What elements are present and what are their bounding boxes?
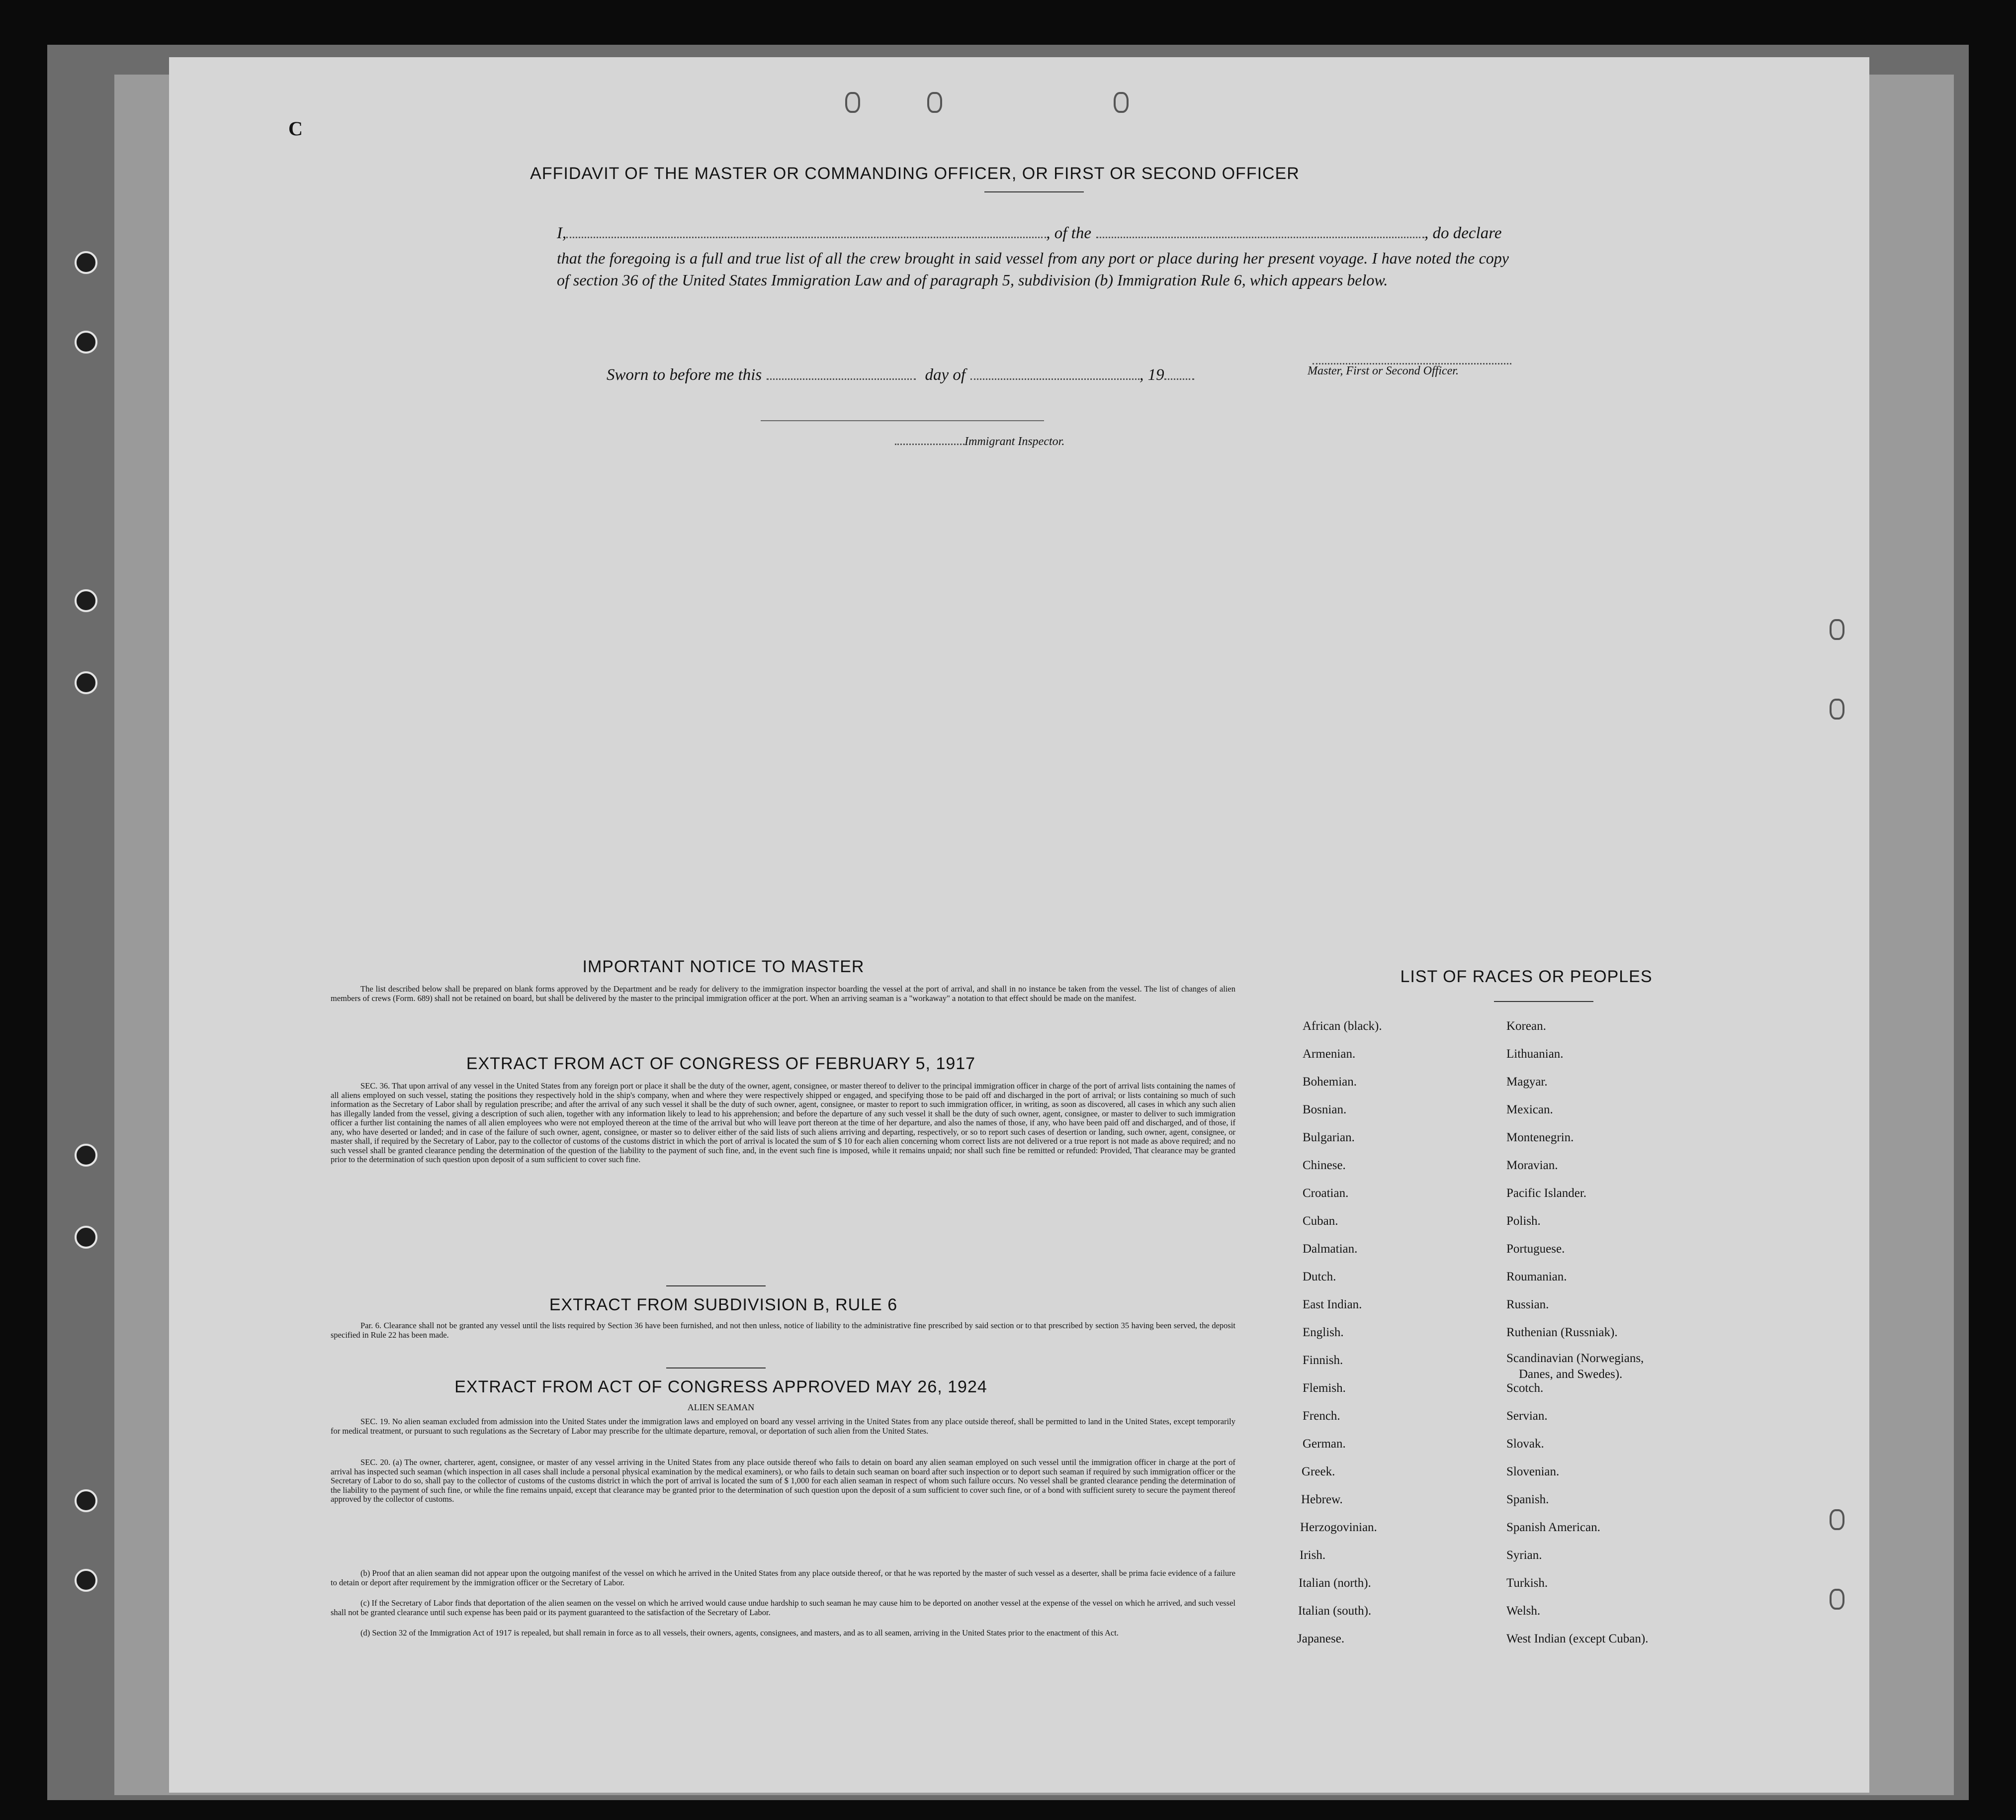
punch-hole bbox=[1114, 92, 1129, 113]
race-item: Lithuanian. bbox=[1506, 1047, 1564, 1061]
affidavit-title: AFFIDAVIT OF THE MASTER OR COMMANDING OFFICER, OR FIRST OR SECOND OFFICER bbox=[530, 164, 1300, 183]
affidavit-body: that the foregoing is a full and true list of all the crew brought in said vessel from any port or place during her present voyage. I have noted the copy of section 36 of the United States Immigration Law and of paragraph 5, subdivision (b) Immigration Rule 6, which appears below. bbox=[557, 249, 1509, 289]
race-item: African (black). bbox=[1303, 1019, 1382, 1033]
page-mark: C bbox=[288, 117, 303, 140]
race-item: Cuban. bbox=[1303, 1214, 1338, 1228]
punch-hole bbox=[1830, 619, 1844, 640]
binder-hole bbox=[75, 1569, 97, 1592]
race-item: Spanish American. bbox=[1506, 1521, 1600, 1534]
month-blank bbox=[970, 365, 1139, 380]
binder-hole bbox=[75, 1489, 97, 1512]
race-item: Croatian. bbox=[1303, 1186, 1349, 1200]
extract-1924-subtitle: ALIEN SEAMAN bbox=[687, 1402, 755, 1412]
sec20a-text: SEC. 20. (a) The owner, charterer, agent, consignee, or master of any vessel arriving in the United States from any place outside thereof who fails to detain on board any alien seaman employed on such vessel until the immigration officer in charge at the port of arrival has inspected such seaman (which inspection in all cases shall include a personal physical examination by the medical examiners), or who fails to detain such seaman on board after such inspection or to deport such seaman if required by such immigration officer or the Secretary of Labor to do so, shall pay to the collector of customs of the customs district in which the port of arrival is located the sum of $ 1,000 for each alien seaman in respect of whom such failure occurs. No vessel shall be granted clearance pending the determination of the liability to the payment of such fine, or while the fine remains unpaid, except that clearance may be granted prior to the determination of such question upon the deposit of a sum sufficient to cover such fine, or of a bond with sufficient surety to secure the payment thereof approved by the collector of customs. bbox=[331, 1457, 1235, 1504]
race-item: French. bbox=[1303, 1409, 1340, 1423]
race-item: Dalmatian. bbox=[1303, 1242, 1358, 1256]
race-item: Turkish. bbox=[1506, 1576, 1548, 1590]
race-item: Scandinavian (Norwegians, bbox=[1506, 1352, 1644, 1365]
binder-hole bbox=[75, 1226, 97, 1249]
race-item: Dutch. bbox=[1303, 1270, 1336, 1283]
punch-hole bbox=[1830, 1509, 1844, 1530]
punch-hole bbox=[1830, 699, 1844, 720]
divider bbox=[666, 1285, 766, 1286]
notice-text: The list described below shall be prepared on blank forms approved by the Department and be ready for delivery to the immigration inspector boarding the vessel at the port of arrival, and shall in no instance be taken from the vessel. The list of changes of alien members of crews (Form. 689) shall not be retained on board, but shall be delivered by the master to the principal immigration officer at the port. When an arriving seaman is a "workaway" a notation to that effect should be made on the manifest. bbox=[331, 984, 1235, 1003]
race-item: East Indian. bbox=[1303, 1298, 1362, 1311]
race-item: Pacific Islander. bbox=[1506, 1186, 1587, 1200]
sec20c-text: (c) If the Secretary of Labor finds that deportation of the alien seamen on the vessel on which he arrived would cause undue hardship to such seaman he may cause him to be deported on another vessel at the expense of the vessel on which he arrived, and such vessel shall not be granted clearance until such expense has been paid or its payment guaranteed to the satisfaction of the Secretary of Labor. bbox=[331, 1598, 1235, 1617]
divider bbox=[666, 1367, 766, 1368]
sec19-text: SEC. 19. No alien seaman excluded from admission into the United States under the immigration laws and employed on board any vessel arriving in the United States from any place outside thereof, shall be permitted to land in the United States, except temporarily for medical treatment, or pursuant to such regulations as the Secretary of Labor may prescribe for the ultimate departure, removal, or deportation of such alien from the United States. bbox=[331, 1417, 1235, 1436]
inspector-line bbox=[761, 420, 1044, 421]
race-item: Slovenian. bbox=[1506, 1465, 1560, 1478]
race-item: Welsh. bbox=[1506, 1604, 1541, 1618]
binder-hole bbox=[75, 671, 97, 694]
extract-1924-title: EXTRACT FROM ACT OF CONGRESS APPROVED MAY 26, 1924 bbox=[454, 1377, 987, 1396]
race-item: Chinese. bbox=[1303, 1159, 1346, 1172]
master-signature-label: Master, First or Second Officer. bbox=[1308, 358, 1511, 378]
race-item: Finnish. bbox=[1303, 1354, 1343, 1367]
race-item: Slovak. bbox=[1506, 1437, 1544, 1451]
binder-hole bbox=[75, 589, 97, 612]
name-blank bbox=[566, 224, 1046, 238]
race-item: Danes, and Swedes). bbox=[1519, 1367, 1623, 1381]
race-item: Syrian. bbox=[1506, 1548, 1542, 1562]
race-item: Mexican. bbox=[1506, 1103, 1553, 1116]
race-item: West Indian (except Cuban). bbox=[1506, 1632, 1649, 1645]
punch-hole bbox=[927, 92, 942, 113]
race-item: Scotch. bbox=[1506, 1381, 1544, 1395]
race-item: Magyar. bbox=[1506, 1075, 1548, 1089]
race-item: Greek. bbox=[1302, 1465, 1335, 1478]
race-item: Hebrew. bbox=[1301, 1493, 1343, 1506]
race-item: Moravian. bbox=[1506, 1159, 1558, 1172]
race-item: Roumanian. bbox=[1506, 1270, 1567, 1283]
affidavit-i: I, bbox=[557, 224, 567, 242]
year-blank bbox=[1164, 365, 1194, 380]
race-item: Russian. bbox=[1506, 1298, 1549, 1311]
vessel-blank bbox=[1096, 224, 1424, 238]
races-title: LIST OF RACES OR PEOPLES bbox=[1400, 967, 1653, 986]
binder-hole bbox=[75, 331, 97, 354]
race-item: Ruthenian (Russniak). bbox=[1506, 1326, 1618, 1339]
punch-hole bbox=[845, 92, 860, 113]
sec20b-text: (b) Proof that an alien seaman did not appear upon the outgoing manifest of the vessel on which he arrived in the United States from any place outside thereof, or that he was reported by the master of such vessel as a deserter, shall be prima facie evidence of a failure to detain or deport after requirement by the immigration officer or the Secretary of Labor. bbox=[331, 1568, 1235, 1587]
divider bbox=[1494, 1001, 1593, 1002]
race-item: Japanese. bbox=[1297, 1632, 1345, 1645]
master-signature-line bbox=[1313, 358, 1511, 364]
race-item: German. bbox=[1303, 1437, 1346, 1451]
race-item: Korean. bbox=[1506, 1019, 1546, 1033]
race-item: Irish. bbox=[1300, 1548, 1326, 1562]
race-item: Herzogovinian. bbox=[1300, 1521, 1377, 1534]
binder-hole bbox=[75, 1144, 97, 1167]
sec20d-text: (d) Section 32 of the Immigration Act of 1917 is repealed, but shall remain in force as to all vessels, their owners, agents, consignees, and masters, and as to all seamen, arriving in the United States prior to the enactment of this Act. bbox=[360, 1628, 1119, 1638]
affidavit-do-declare: , do declare bbox=[1424, 224, 1502, 242]
race-item: Bosnian. bbox=[1303, 1103, 1347, 1116]
day-blank bbox=[767, 365, 916, 380]
race-item: Bulgarian. bbox=[1303, 1131, 1355, 1144]
race-item: English. bbox=[1303, 1326, 1344, 1339]
race-item: Portuguese. bbox=[1506, 1242, 1565, 1256]
race-item: Polish. bbox=[1506, 1214, 1541, 1228]
race-item: Servian. bbox=[1506, 1409, 1548, 1423]
manifest-page bbox=[169, 57, 1869, 1793]
divider bbox=[984, 191, 1084, 192]
extract-rule6-text: Par. 6. Clearance shall not be granted any vessel until the lists required by Section 36 have been furnished, and not then unless, notice of liability to the administrative fine prescribed by said section or to that prescribed by section 35 having been served, the deposit specified in Rule 22 has been made. bbox=[331, 1321, 1235, 1340]
extract-rule6-title: EXTRACT FROM SUBDIVISION B, RULE 6 bbox=[549, 1295, 898, 1314]
race-item: Italian (south). bbox=[1298, 1604, 1372, 1618]
race-item: Bohemian. bbox=[1303, 1075, 1357, 1089]
affidavit-line1 bbox=[557, 224, 1501, 243]
notice-title: IMPORTANT NOTICE TO MASTER bbox=[582, 957, 865, 976]
race-item: Flemish. bbox=[1303, 1381, 1346, 1395]
race-item: Italian (north). bbox=[1299, 1576, 1371, 1590]
extract-1917-text: SEC. 36. That upon arrival of any vessel in the United States from any foreign port or place it shall be the duty of the owner, agent, consignee, or master thereof to deliver to the principal immigration officer in charge of the port of arrival lists containing the names of all aliens employed on such vessel, stating the positions they respectively hold in the ship's company, when and where they were respectively shipped or engaged, and specifying those to be paid off and discharged in the port of arrival; or lists containing so much of such information as the Secretary of Labor shall by regulation prescribe; and after the arrival of any such vessel it shall be the duty of such owner, agent, consignee, or master to report to such immigration officer, in writing, as soon as discovered, all cases in which any such alien has illegally landed from the vessel, giving a description of such alien, together with any information likely to lead to his apprehension; and before the departure of any such vessel it shall be the duty of such owner, agent, consignee, or master to deliver to such immigration officer a further list containing the names of all alien employees who were not employed thereon at the time of the arrival but who will leave port thereon at the time of her departure, and also the names of those, if any, who have been paid off and discharged, and of those, if any, who have deserted or landed; and in case of the failure of such owner, agent, consignee, or master so to deliver either of the said lists of such aliens arriving and departing, respectively, or so to report such cases of desertion or landing, such owner, agent, consignee, or master shall, if required by the Secretary of Labor, pay to the collector of customs of the customs district in which the port of arrival is located the sum of $ 10 for each alien concerning whom correct lists are not delivered or a true report is not made as above required; and no such vessel shall be granted clearance pending the determination of the question of the liability to the payment of such fine, and, in the event such fine is imposed, while it remains unpaid; nor shall such fine be remitted or refunded: Provided, That clearance may be granted prior to the determination of such question upon deposit of a sum sufficient to cover such fine. bbox=[331, 1081, 1235, 1164]
affidavit-of-the: , of the bbox=[1046, 224, 1091, 242]
inspector-signature-label: Immigrant Inspector. bbox=[895, 435, 1064, 449]
sworn-line: Sworn to before me this day of , 19 bbox=[607, 365, 1194, 384]
extract-1917-title: EXTRACT FROM ACT OF CONGRESS OF FEBRUARY 5, 1917 bbox=[466, 1054, 976, 1073]
race-item: Armenian. bbox=[1303, 1047, 1356, 1061]
race-item: Montenegrin. bbox=[1506, 1131, 1574, 1144]
race-item: Spanish. bbox=[1506, 1493, 1549, 1506]
binder-hole bbox=[75, 251, 97, 274]
punch-hole bbox=[1830, 1589, 1844, 1610]
